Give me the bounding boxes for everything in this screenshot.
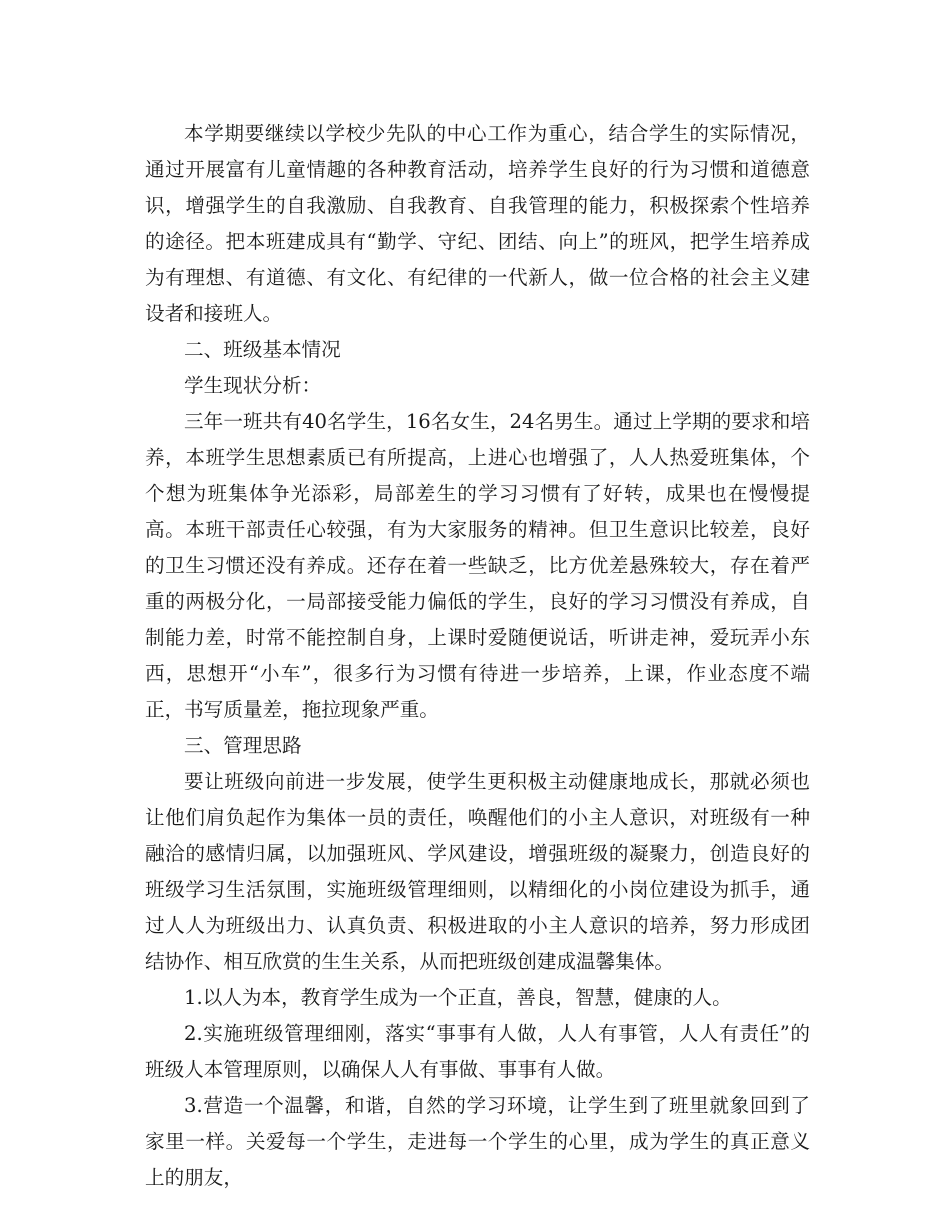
student-analysis-paragraph: 三年一班共有40名学生，16名女生，24名男生。通过上学期的要求和培养，本班学生思想素质已有所提高，上进心也增强了，人人热爱班集体，个个想为班集体争光添彩，局部差生的学习习惯有了好转，成果也在慢慢提高。本班干部责任心较强，有为大家服务的精神。但卫生意识比较差，良好的卫生习惯还没有养成。还存在着一些缺乏，比方优差悬殊较大，存在着严重的两极分化，一局部接受能力偏低的学生，良好的学习习惯没有养成，自制能力差，时常不能控制自身，上课时爱随便说话，听讲走神，爱玩弄小东西，思想开“小车”，很多行为习惯有待进一步培养，上课，作业态度不端正，书写质量差，拖拉现象严重。 xyxy=(145,410,810,721)
management-paragraph: 要让班级向前进一步发展，使学生更积极主动健康地成长，那就必须也让他们肩负起作为集体一员的责任，唤醒他们的小主人意识，对班级有一种融洽的感情归属，以加强班风、学风建设，增强班级的凝聚力，创造良好的班级学习生活氛围，实施班级管理细则，以精细化的小岗位建设为抓手，通过人人为班级出力、认真负责、积极进取的小主人意识的培养，努力形成团结协作、相互欣赏的生生关系，从而把班级创建成温馨集体。 xyxy=(145,770,810,973)
intro-paragraph: 本学期要继续以学校少先队的中心工作为重心，结合学生的实际情况，通过开展富有儿童情趣的各种教育活动，培养学生良好的行为习惯和道德意识，增强学生的自我激励、自我教育、自我管理的能力，积极探索个性培养的途径。把本班建成具有“勤学、守纪、团结、向上”的班风，把学生培养成为有理想、有道德、有文化、有纪律的一代新人，做一位合格的社会主义建设者和接班人。 xyxy=(145,122,810,325)
list-item-2: 2.实施班级管理细刚，落实“事事有人做，人人有事管，人人有责任”的班级人本管理原则，以确保人人有事做、事事有人做。 xyxy=(145,1022,810,1081)
list-item-1: 1.以人为本，教育学生成为一个正直，善良，智慧，健康的人。 xyxy=(184,986,732,1009)
section-heading-class-info: 二、班级基本情况 xyxy=(184,338,341,361)
list-item-3: 3.营造一个温馨，和谐，自然的学习环境，让学生到了班里就象回到了家里一样。关爱每一个学生，走进每一个学生的心里，成为学生的真正意义上的朋友， xyxy=(145,1094,810,1189)
section-heading-management: 三、管理思路 xyxy=(184,734,302,757)
subheading-student-analysis: 学生现状分析： xyxy=(184,374,322,397)
document-body xyxy=(145,116,810,1196)
